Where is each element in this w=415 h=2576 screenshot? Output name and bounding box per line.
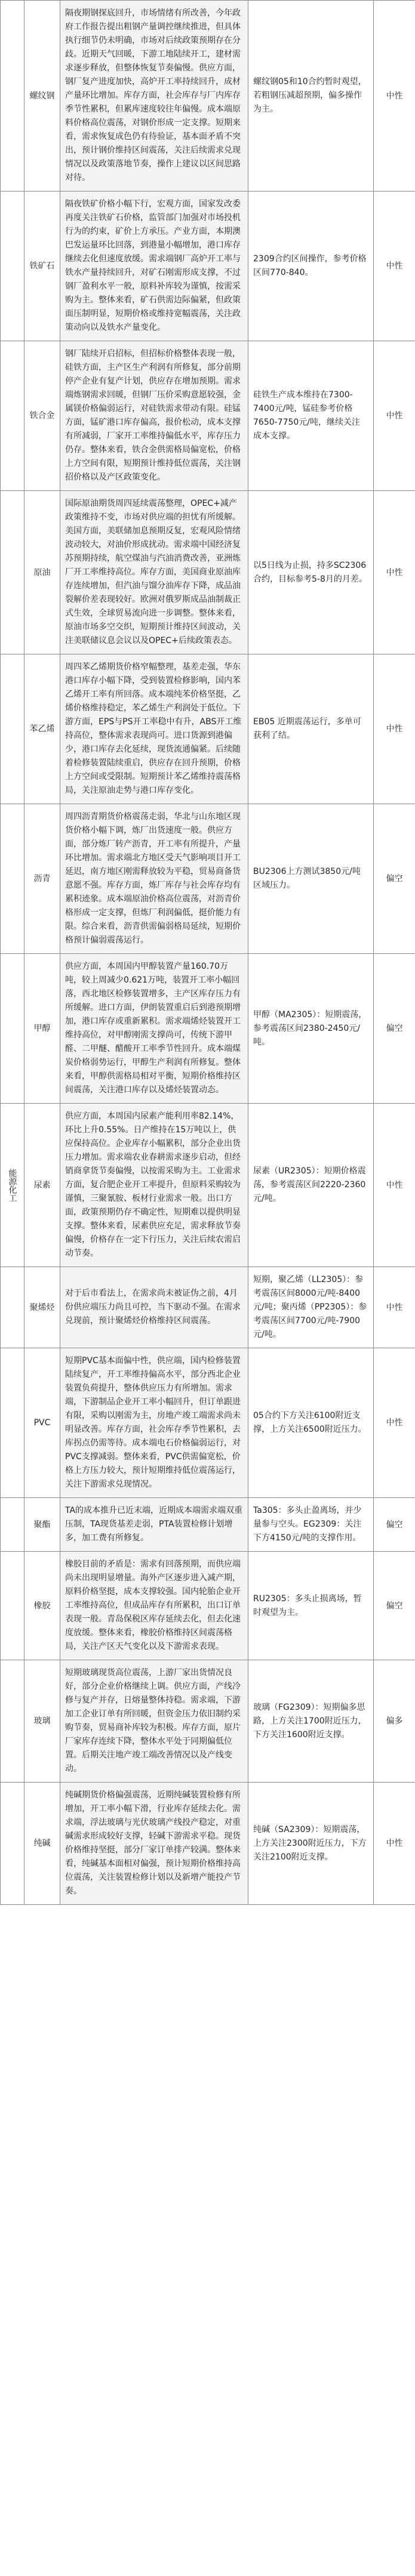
analysis-cell: 短期玻璃现货高位震荡，上游厂家出货情况良好，部分企业价格继续上调。供应方面，产线冷修与复产并存，日熔量整体持稳。需求端，下游加工企业订单有所回暖，但资金压力依旧制约采购节奏，贸易商补库较为积极。库存方面，原片厂家库存连续下降，整体水平处于同期偏低位置。后期关注地产竣工端改善情况以及产线变动。 — [60, 1660, 248, 1783]
view-cell: 偏空 — [374, 1498, 415, 1552]
analysis-cell: 隔夜铁矿价格小幅下行，宏观方面，国家发改委再度关注铁矿石价格，监管部门加强对市场投机行为的约束，矿价上方承压。产业方面，本期澳巴发运量环比回落，到港量小幅增加，港口库存继续去化但速度放缓。需求端钢厂高炉开工率与铁水产量持续回升，对矿石刚需形成支撑，不过钢厂盈利水平一般，原料补库较为谨慎，按需采购为主。整体来看，矿石供需边际偏紧，但政策面压制明显，短期价格或维持宽幅震荡，关注政策动向以及铁水产量变化。 — [60, 191, 248, 341]
strategy-cell: 纯碱（SA2309）：短期震荡，上方关注2300附近压力，下方关注2100附近支撑。 — [248, 1783, 374, 1905]
variety-cell: 铁矿石 — [24, 191, 60, 341]
strategy-cell: 05合约下方关注6100附近支撑，上方关注6500附近压力。 — [248, 1348, 374, 1498]
variety-cell: 聚烯烃 — [24, 1267, 60, 1348]
view-cell: 中性 — [374, 1, 415, 191]
analysis-cell: 国际原油期货周四延续震荡整理，OPEC+减产政策维持不变，市场对供应端的担忧有所缓解。美国方面，美联储加息预期反复，宏观风险情绪波动较大，对油价形成扰动。需求端中国经济复苏预期持续，航空煤油与汽油消费改善，亚洲炼厂开工率维持高位。库存方面，美国商业原油库存连续增加，但汽油与馏分油库存下降，成品油裂解价差表现较好。欧洲对俄罗斯成品油制裁正式生效，全球贸易流向进一步调整。整体来看，原油市场多空交织，短期预计维持区间波动，关注美联储议息会议以及OPEC+后续政策表态。 — [60, 491, 248, 654]
table-row — [1, 191, 415, 341]
variety-cell: 螺纹钢 — [24, 1, 60, 191]
analysis-cell: 对于后市看法上，在需求尚未被证伪之前，4月份供应端压力尚且可控，当下驱动不强。在需求兑现前，预计聚烯烃价格维持区间震荡。 — [60, 1267, 248, 1348]
sector-cell — [1, 491, 24, 654]
analysis-cell: 供应方面，本周国内甲醇装置产量160.70万吨，较上周减少0.621万吨，装置开工率小幅回落，西北地区检修装置增多，主产区库存压力有所缓解。进口方面，伊朗装置重启后到港预期增加，港口库存或重新累积。需求端烯烃装置开工维持高位，对甲醇刚需支撑尚可，传统下游甲醛、二甲醚、醋酸开工率季节性回升。成本端煤炭价格弱势运行，甲醇生产利润有所修复。整体来看，甲醇供需格局相对平衡，短期价格维持区间震荡，关注港口库存以及烯烃装置动态。 — [60, 954, 248, 1104]
strategy-cell: 硅铁生产成本维持在7300-7400元/吨，锰硅参考价格7650-7750元/吨，继续关注成本支撑。 — [248, 341, 374, 491]
sector-cell — [1, 1783, 24, 1905]
analysis-cell: 短期PVC基本面偏中性，供应端，国内检修装置陆续复产，开工率维持偏高水平，部分西北企业装置负荷提升，整体供应压力有所增加。需求端，下游制品企业开工率小幅回升，但订单跟进有限，采购以刚需为主，房地产竣工端需求尚未明显改善。库存方面，社会库存季节性累积，去库拐点仍需等待。成本端电石价格偏弱运行，对PVC支撑减弱。整体来看，PVC供需偏宽松，价格上方压力较大，预计短期维持低位震荡运行，关注下游需求兑现情况。 — [60, 1348, 248, 1498]
table-row — [1, 1, 415, 191]
variety-cell: 原油 — [24, 491, 60, 654]
strategy-cell: 尿素（UR2305）：短期价格震荡，参考震荡区间2220-2360元/吨。 — [248, 1104, 374, 1267]
table-row — [1, 1552, 415, 1660]
sector-cell — [1, 804, 24, 954]
strategy-cell: Ta305：多头止盈离场，并少量参与空头。EG2309：关注下方4150元/吨的支撑作用。 — [248, 1498, 374, 1552]
strategy-cell: EB05 近期震荡运行，多单可获利了结。 — [248, 654, 374, 804]
analysis-cell: 纯碱期货价格偏强震荡，近期纯碱装置检修有所增加，开工率小幅下滑，行业库存延续去化。需求端，浮法玻璃与光伏玻璃产线投产稳定，对重碱需求形成较好支撑，轻碱下游需求平稳。现货价格维持坚挺，部分厂家订单排产较满。整体来看，纯碱基本面相对偏强，预计短期价格维持高位震荡，关注装置检修计划以及新增产能投产节奏。 — [60, 1783, 248, 1905]
sector-cell: 能源化工 — [1, 1104, 24, 1267]
variety-cell: 玻璃 — [24, 1660, 60, 1783]
view-cell: 中性 — [374, 1783, 415, 1905]
analysis-cell: 橡胶目前的矛盾是：需求有回落预期，而供应端尚未出现明显增量。海外产区逐步进入减产期，原料价格坚挺，成本支撑较强。国内轮胎企业开工率维持高位，但成品库存有所累积，出口订单表现一般。青岛保税区库存延续去化，但去化速度放缓。整体来看，橡胶价格维持区间震荡格局，关注产区天气变化以及下游需求表现。 — [60, 1552, 248, 1660]
view-cell: 偏多 — [374, 1660, 415, 1783]
sector-cell — [1, 1348, 24, 1498]
strategy-cell: 以5日线为止损，持多SC2306合约，目标参考5-8月的月差。 — [248, 491, 374, 654]
sector-cell — [1, 1, 24, 191]
view-cell: 中性 — [374, 341, 415, 491]
view-cell: 中性 — [374, 1104, 415, 1267]
table-row — [1, 1267, 415, 1348]
table-row — [1, 1498, 415, 1552]
variety-cell: 沥青 — [24, 804, 60, 954]
variety-cell: 苯乙烯 — [24, 654, 60, 804]
table-row — [1, 1104, 415, 1267]
view-cell: 中性 — [374, 1348, 415, 1498]
variety-cell: 橡胶 — [24, 1552, 60, 1660]
table-row — [1, 1660, 415, 1783]
table-row — [1, 654, 415, 804]
sector-cell — [1, 1552, 24, 1660]
analysis-cell: 钢厂陆续开启招标，但招标价格整体表现一般，硅铁方面，主产区生产利润有所修复，部分前期停产企业有复产计划，供应存在增加预期。需求端炼钢需求回暖，但钢厂压价采购意愿较强，金属镁价格偏弱运行，对硅铁需求带动有限。硅锰方面，锰矿港口库存偏高，报价松动，成本支撑有所减弱，厂家开工率维持偏低水平，库存压力仍存。整体来看，铁合金供需格局偏宽松，价格上方空间有限，短期预计维持低位震荡，关注钢招价格以及产区政策变化。 — [60, 341, 248, 491]
sector-cell — [1, 1660, 24, 1783]
view-cell: 中性 — [374, 491, 415, 654]
analysis-cell: 周四沥青期货价格震荡走弱，华北与山东地区现货价格小幅下调，炼厂出货速度一般。供应方面，部分炼厂转产沥青，开工率有所提升，产量环比增加。需求端北方地区受天气影响项目开工延迟，南方地区刚需释放较为平稳，贸易商备货意愿不强。库存方面，炼厂库存与社会库存均有累积迹象。成本端原油价格高位震荡，对沥青价格形成一定支撑，但炼厂利润偏低，挺价能力有限。综合来看，沥青供需偏弱格局延续，短期价格预计偏弱震荡运行。 — [60, 804, 248, 954]
analysis-cell: 隔夜期钢探底回升，市场情绪有所改善，今年政府工作报告提出粗钢产量调控继续推进，但具体执行细节仍未明确，市场对后续政策预期存在分歧。近期天气回暖，下游工地陆续开工，建材需求逐步释放，但整体恢复节奏偏慢。供应方面，钢厂复产进度加快，高炉开工率持续回升，成材产量环比增加。库存方面，社会库存与厂内库存季节性累积，但累库速度较往年偏慢。成本端原料价格高位震荡，对钢价形成一定支撑。短期来看，需求恢复成色仍有待验证，基本面矛盾不突出，预计钢价维持区间震荡，关注后续需求兑现情况以及政策落地节奏，操作上建议以区间思路对待。 — [60, 1, 248, 191]
view-cell: 偏空 — [374, 1552, 415, 1660]
table-row — [1, 1783, 415, 1905]
strategy-cell: RU2305：多头止损离场，暂时观望为主。 — [248, 1552, 374, 1660]
variety-cell: 聚酯 — [24, 1498, 60, 1552]
table-row — [1, 491, 415, 654]
analysis-cell: TA的成本推升已近末端，近期成本端需求端双重压制，TA现货基差走弱，PTA装置检修计划增多，加工费有所修复。 — [60, 1498, 248, 1552]
table-row — [1, 1348, 415, 1498]
variety-cell: PVC — [24, 1348, 60, 1498]
table-body — [1, 1, 415, 1905]
view-cell: 中性 — [374, 654, 415, 804]
strategy-cell: 玻璃（FG2309）：短期偏多思路，上方关注1700附近压力，下方关注1600附近支撑。 — [248, 1660, 374, 1783]
view-cell: 偏空 — [374, 954, 415, 1104]
strategy-cell: 甲醇（MA2305）：短期震荡，参考震荡区间2380-2450元/吨。 — [248, 954, 374, 1104]
variety-cell: 铁合金 — [24, 341, 60, 491]
sector-cell — [1, 341, 24, 491]
sector-cell — [1, 1267, 24, 1348]
view-cell: 中性 — [374, 1267, 415, 1348]
strategy-cell: BU2306上方测试3850元/吨区域压力。 — [248, 804, 374, 954]
variety-cell: 甲醇 — [24, 954, 60, 1104]
table-row — [1, 954, 415, 1104]
sector-cell — [1, 1498, 24, 1552]
table-row — [1, 341, 415, 491]
sector-cell — [1, 654, 24, 804]
sector-cell — [1, 954, 24, 1104]
sector-cell — [1, 191, 24, 341]
analysis-cell: 周四苯乙烯期货价格窄幅整理，基差走强，华东港口库存小幅下降，受到装置检修影响，国内苯乙烯开工率有所回落。成本端纯苯价格坚挺，乙烯价格维持稳定，苯乙烯生产利润处于低位。下游方面，EPS与PS开工率稳中有升，ABS开工维持高位，整体需求表现尚可。进口货源到港偏少，港口库存去化延续，现货流通偏紧。后续随着检修装置陆续重启，供应存在回升预期，价格上方空间或受限制。短期预计苯乙烯维持震荡格局，关注原油走势与港口库存变化。 — [60, 654, 248, 804]
strategy-cell: 螺纹钢05和10合约暂时观望，若粗钢压减超预期，偏多操作为主。 — [248, 1, 374, 191]
strategy-cell: 短期，聚乙烯（LL2305）：参考震荡区间8000元/吨-8400元/吨；聚丙烯（PP2305）：参考震荡区间7700元/吨-7900元/吨。 — [248, 1267, 374, 1348]
variety-cell: 尿素 — [24, 1104, 60, 1267]
view-cell: 偏空 — [374, 804, 415, 954]
view-cell: 中性 — [374, 191, 415, 341]
variety-cell: 纯碱 — [24, 1783, 60, 1905]
strategy-cell: 2309合约区间操作，参考价格区间770-840。 — [248, 191, 374, 341]
analysis-cell: 供应方面，本周国内尿素产能利用率82.14%，环比上升0.55%。日产维持在15万吨以上，供应保持高位。企业库存小幅累积，部分企业出货压力增加。需求端农业春耕需求逐步启动，但经销商拿货节奏偏慢，以按需采购为主。工业需求方面，复合肥企业开工率提升，但原料采购较为谨慎，三聚氰胺、板材行业需求一般。出口方面，政策预期仍存不确定性，短期难以提供明显支撑。整体来看，尿素供应充足，需求释放节奏偏慢，价格存在一定下行压力，关注后续农需启动节奏。 — [60, 1104, 248, 1267]
table-row — [1, 804, 415, 954]
